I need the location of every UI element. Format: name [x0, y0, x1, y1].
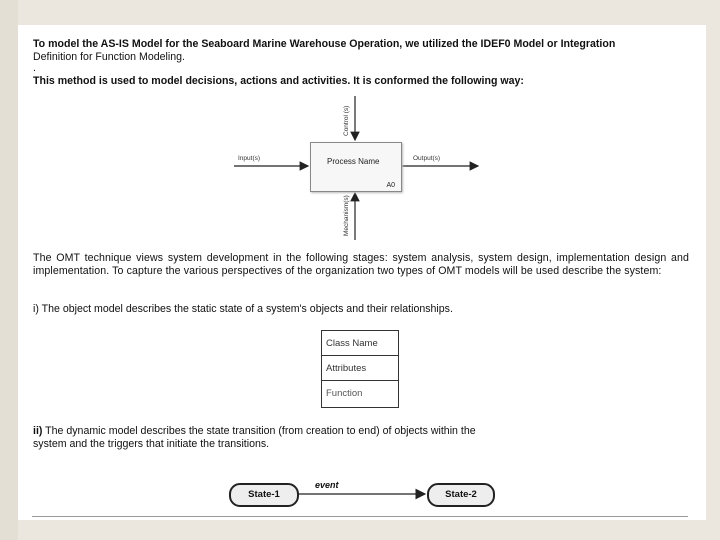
state-1: State-1: [229, 483, 299, 507]
object-model-paragraph: i) The object model describes the static state of a system's objects and their relationships.: [33, 303, 453, 315]
intro-line-1: To model the AS-IS Model for the Seaboard Marine Warehouse Operation, we utilized the IDEF0 Model or Integration: [33, 38, 616, 50]
state-2: State-2: [427, 483, 495, 507]
method-paragraph: This method is used to model decisions, actions and activities. It is conformed the following way:: [33, 75, 524, 87]
dynamic-model-text: The dynamic model describes the state transition (from creation to end) of objects within the: [42, 425, 476, 437]
class-attributes-row: Attributes: [322, 356, 398, 381]
dynamic-model-line-2: system and the triggers that initiate the transitions.: [33, 438, 270, 450]
omt-paragraph: The OMT technique views system development in the following stages: system analysis, system design, implementation design and implementation. To capture the various perspectives of the organization two types of OMT models will be used describe the system:: [33, 252, 689, 277]
process-node-id: A0: [386, 182, 395, 189]
dynamic-model-prefix: ii): [33, 425, 43, 437]
intro-dot: .: [33, 62, 36, 74]
mechanism-label: Mechanism(s): [343, 195, 350, 236]
input-label: Input(s): [238, 155, 261, 162]
class-function-row: Function: [326, 388, 363, 399]
output-label: Output(s): [413, 155, 441, 162]
control-label: Control (s): [343, 105, 350, 136]
intro-line-2: Definition for Function Modeling.: [33, 51, 185, 63]
event-label: event: [315, 480, 339, 490]
process-name: Process Name: [327, 157, 380, 166]
page-bottom-rule: [32, 516, 688, 517]
class-name-row: Class Name: [322, 331, 398, 356]
